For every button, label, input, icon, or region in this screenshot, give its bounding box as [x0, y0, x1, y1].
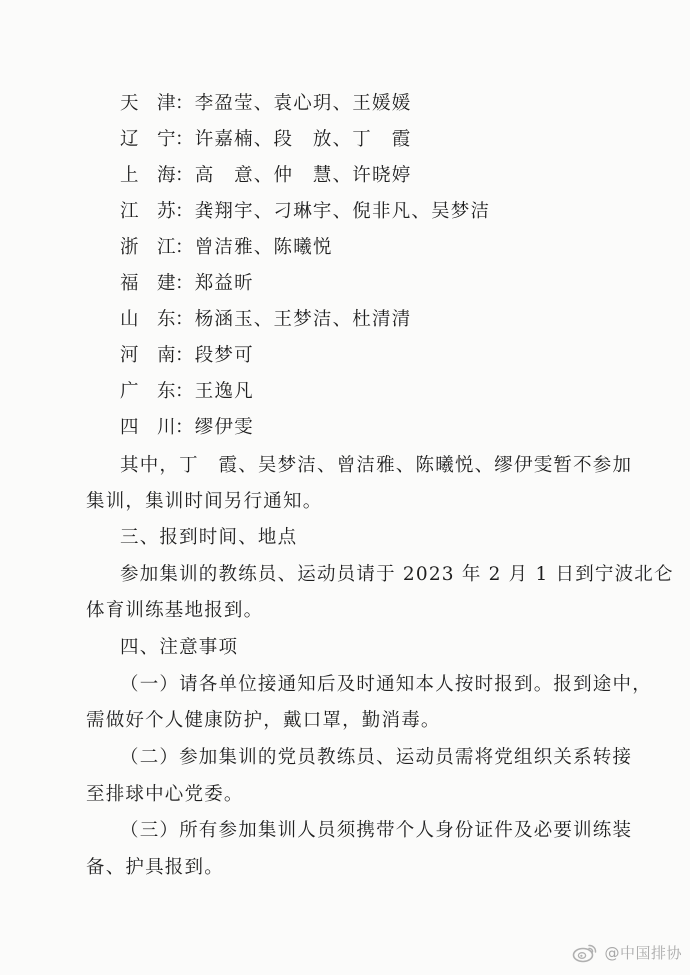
province-label: 江 苏	[120, 201, 177, 222]
province-label: 山 东	[120, 309, 177, 330]
weibo-icon	[572, 943, 598, 963]
notes-item-1-line: （一）请各单位接通知后及时通知本人按时报到。报到途中，	[120, 674, 652, 695]
province-label: 河 南	[120, 345, 177, 366]
player-names: ：曾洁雅、陈曦悦	[175, 237, 333, 258]
province-label: 福 建	[120, 273, 177, 294]
watermark-text: @中国排协	[604, 944, 682, 962]
player-names: ：李盈莹、袁心玥、王媛媛	[175, 93, 412, 114]
weibo-watermark	[572, 942, 682, 963]
player-names: ：缪伊雯	[175, 417, 254, 438]
section-heading-registration: 三、报到时间、地点	[120, 527, 298, 548]
province-label: 辽 宁	[120, 129, 177, 150]
notes-item-2-line: 至排球中心党委。	[86, 784, 244, 805]
province-label: 上 海	[120, 165, 177, 186]
player-names: ：杨涵玉、王梦洁、杜清清	[175, 309, 412, 330]
note-paragraph-line: 其中，丁 霞、吴梦洁、曾洁雅、陈曦悦、缪伊雯暂不参加	[120, 455, 633, 476]
player-names: ：郑益昕	[175, 273, 254, 294]
notes-item-3-line: 备、护具报到。	[86, 857, 224, 878]
player-names: ：段梦可	[175, 345, 254, 366]
roster-row-guangdong	[120, 380, 254, 404]
province-label: 天 津	[120, 93, 177, 114]
player-names: ：许嘉楠、段 放、丁 霞	[175, 129, 412, 150]
notes-item-2-line: （二）参加集训的党员教练员、运动员需将党组织关系转接	[120, 747, 633, 768]
registration-paragraph-line: 参加集训的教练员、运动员请于 2023 年 2 月 1 日到宁波北仑	[120, 564, 674, 585]
player-names: ：高 意、仲 慧、许晓婷	[175, 165, 412, 186]
player-names: ：王逸凡	[175, 381, 254, 402]
roster-row-tianjin	[120, 92, 411, 116]
note-paragraph-line: 集训，集训时间另行通知。	[86, 491, 323, 512]
roster-row-fujian	[120, 272, 254, 296]
registration-paragraph-line: 体育训练基地报到。	[86, 600, 264, 621]
province-label: 广 东	[120, 381, 177, 402]
roster-row-sichuan	[120, 416, 254, 440]
roster-row-shandong	[120, 308, 411, 332]
notes-item-1-line: 需做好个人健康防护，戴口罩，勤消毒。	[86, 710, 441, 731]
notes-item-3-line: （三）所有参加集训人员须携带个人身份证件及必要训练装	[120, 820, 633, 841]
roster-row-shanghai	[120, 164, 411, 188]
roster-row-liaoning	[120, 128, 411, 152]
player-names: ：龚翔宇、刁琳宇、倪非凡、吴梦洁	[175, 201, 491, 222]
section-heading-notes: 四、注意事项	[120, 637, 239, 658]
province-label: 浙 江	[120, 237, 177, 258]
roster-row-henan	[120, 344, 254, 368]
roster-row-jiangsu	[120, 200, 490, 224]
province-label: 四 川	[120, 417, 177, 438]
roster-row-zhejiang	[120, 236, 333, 260]
